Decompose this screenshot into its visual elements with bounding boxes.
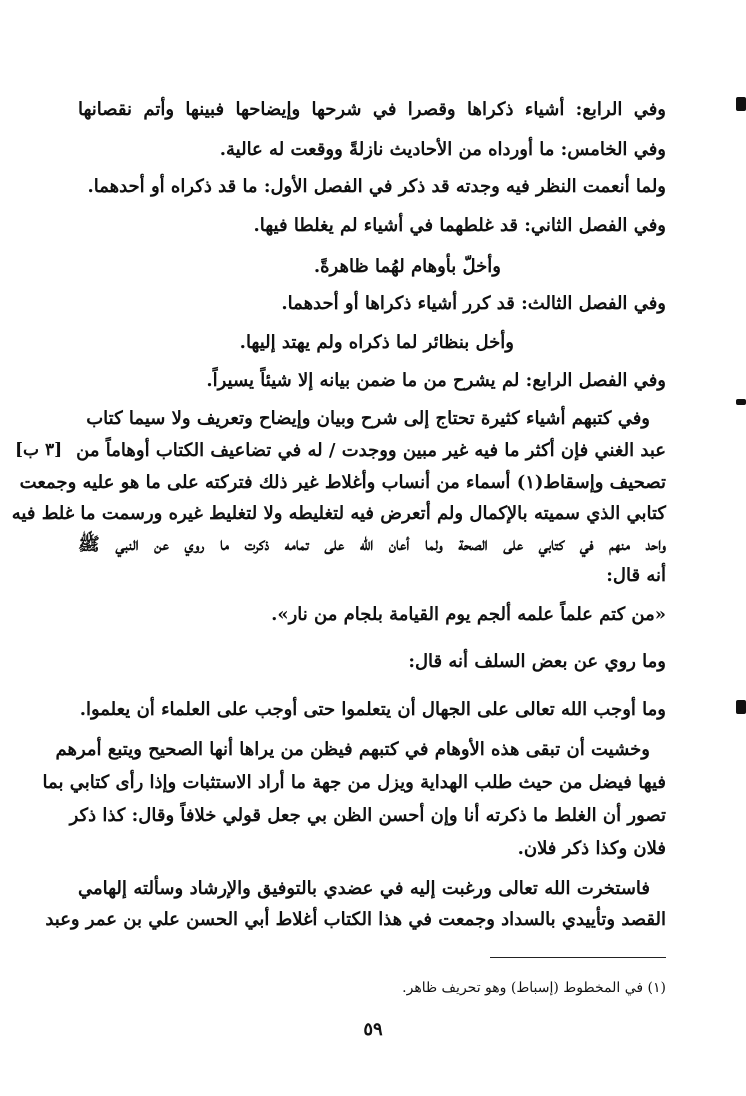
body-line: وما روي عن بعض السلف أنه قال:: [408, 651, 666, 672]
body-line: وفي الفصل الثالث: قد كرر أشياء ذكراها أو أحدهما.: [281, 293, 666, 314]
margin-folio-note: [٣ ب]: [15, 440, 63, 460]
body-line: تصحيف وإسقاط(١) أسماء من أنساب وأغلاط غير ذلك فتركته على ما هو عليه وجمعت: [19, 472, 666, 493]
saying-quote: وما أوجب الله تعالى على الجهال أن يتعلموا حتى أوجب على العلماء أن يعلموا.: [79, 699, 666, 720]
body-line: كتابي الذي سميته بالإكمال ولم أتعرض فيه لتغليطه ولا لتغليط غيره ورسمت ما غلط فيه: [11, 503, 666, 524]
body-line: ولما أنعمت النظر فيه وجدته قد ذكر في الفصل الأول: ما قد ذكراه أو أحدهما.: [87, 176, 666, 197]
hadith-quote: «من كتم علماً علمه ألجم يوم القيامة بلجام من نار».: [271, 604, 666, 625]
margin-mark: [736, 97, 746, 111]
footnote-separator: [490, 957, 666, 958]
body-line: وفي كتبهم أشياء كثيرة تحتاج إلى شرح وبيان وإيضاح وتعريف ولا سيما كتاب: [86, 408, 650, 429]
body-line: وفي الخامس: ما أورداه من الأحاديث نازلةً ووقعت له عالية.: [219, 139, 666, 160]
margin-mark: [736, 700, 746, 714]
margin-mark: [736, 399, 746, 405]
body-line: فلان وكذا ذكر فلان.: [517, 838, 666, 859]
footnote: (١) في المخطوط (إسباط) وهو تحريف ظاهر.: [402, 980, 666, 996]
page-number: ٥٩: [363, 1019, 383, 1040]
body-line: وخشيت أن تبقى هذه الأوهام في كتبهم فيظن من يراها أنها الصحيح ويتبع أمرهم: [55, 739, 650, 760]
body-line: فيها فيضل من حيث طلب الهداية ويزل من جهة ما أراد الاستثبات وإذا رأى كتابي بما: [42, 772, 666, 793]
body-line: وأخلّ بأوهام لهُما ظاهرةً.: [313, 256, 501, 277]
body-line: وفي الرابع: أشياء ذكراها وقصرا في شرحها وإيضاحها فبينها وأتم نقصانها: [78, 99, 666, 120]
body-line: وأخل بنظائر لما ذكراه ولم يهتد إليها.: [239, 332, 514, 353]
body-line: أنه قال:: [606, 565, 666, 586]
body-line: عبد الغني فإن أكثر ما فيه غير مبين ووجدت / له في تضاعيف الكتاب أوهاماً من: [76, 440, 666, 461]
body-line: القصد وتأييدي بالسداد وجمعت في هذا الكتاب أغلاط أبي الحسن علي بن عمر وعبد: [45, 909, 666, 930]
body-line: تصور أن الغلط ما ذكرته أنا وإن أحسن الظن بي جعل قولي خلافاً وقال: كذا ذكر: [69, 805, 666, 826]
body-line: وفي الفصل الرابع: لم يشرح من ما ضمن بيانه إلا شيئاً يسيراً.: [206, 370, 666, 391]
body-line: وفي الفصل الثاني: قد غلطهما في أشياء لم يغلطا فيها.: [253, 215, 666, 236]
body-line: فاستخرت الله تعالى ورغبت إليه في عضدي بالتوفيق والإرشاد وسألته إلهامي: [78, 878, 650, 899]
body-line: واحد منهم في كتابي على الصحة ولما أعان الله على تمامه ذكرت ما روي عن النبي ﷺ: [78, 534, 666, 555]
